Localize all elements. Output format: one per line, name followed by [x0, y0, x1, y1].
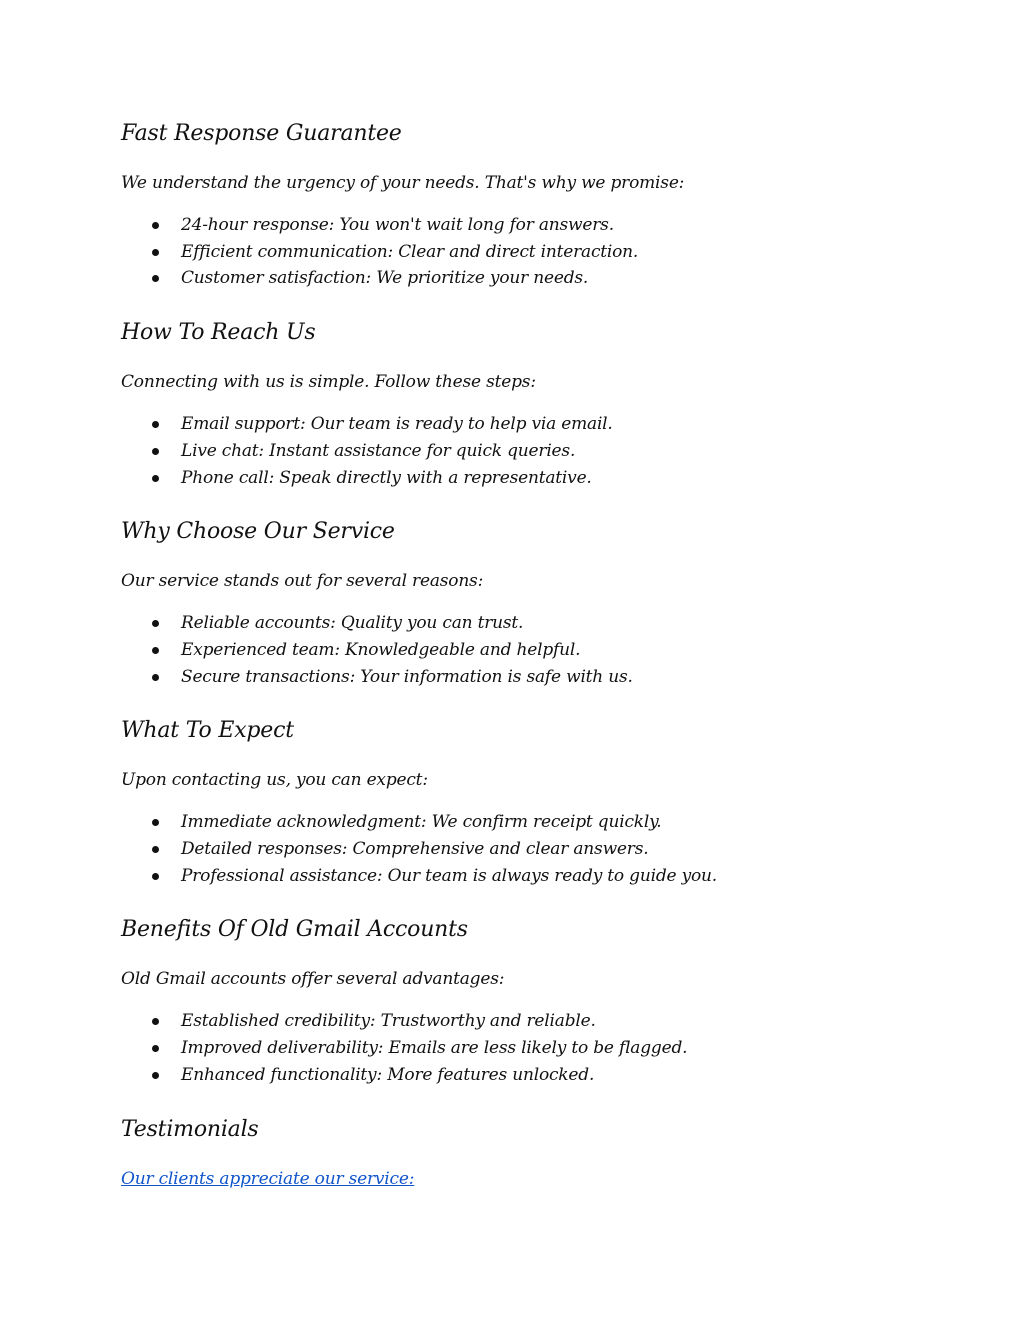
list-item-text: Secure transactions: Your information is safe with us.: [181, 666, 633, 687]
section-why-choose: [121, 515, 921, 690]
bullet-icon: [152, 475, 159, 482]
bullet-icon: [152, 275, 159, 282]
section-intro: We understand the urgency of your needs. That's why we promise:: [121, 173, 685, 193]
list-item-text: Established credibility: Trustworthy and reliable.: [181, 1011, 596, 1032]
list-item: [121, 465, 921, 492]
section-heading: Testimonials: [121, 1116, 259, 1142]
bullet-icon: [152, 448, 159, 455]
list-item-text: Detailed responses: Comprehensive and clear answers.: [181, 839, 649, 860]
list-item-text: Improved deliverability: Emails are less likely to be flagged.: [181, 1038, 688, 1059]
list-item: [121, 1008, 921, 1035]
section-fast-response: [121, 117, 921, 292]
list-item-text: Reliable accounts: Quality you can trust.: [181, 613, 524, 634]
list-item: [121, 610, 921, 637]
bullet-icon: [152, 421, 159, 428]
list-item-text: Experienced team: Knowledgeable and helpful.: [181, 639, 581, 660]
bullet-icon: [152, 846, 159, 853]
section-heading: Why Choose Our Service: [121, 519, 395, 545]
list-item-text: Phone call: Speak directly with a representative.: [181, 467, 592, 488]
bullet-icon: [152, 674, 159, 681]
list-item: [121, 836, 921, 863]
list-item: [121, 438, 921, 465]
bullet-list: [121, 212, 921, 292]
section-benefits: [121, 913, 921, 1088]
list-item: [121, 863, 921, 890]
list-item-text: Live chat: Instant assistance for quick queries.: [181, 440, 576, 461]
section-intro: Old Gmail accounts offer several advantages:: [121, 969, 505, 990]
bullet-icon: [152, 249, 159, 256]
bullet-icon: [152, 222, 159, 229]
section-heading: What To Expect: [121, 718, 294, 744]
list-item-text: Immediate acknowledgment: We confirm receipt quickly.: [181, 812, 662, 833]
list-item: [121, 411, 921, 438]
section-intro: Upon contacting us, you can expect:: [121, 770, 428, 791]
bullet-icon: [152, 819, 159, 826]
section-what-to-expect: [121, 714, 921, 889]
section-intro: Connecting with us is simple. Follow these steps:: [121, 372, 536, 393]
list-item: [121, 664, 921, 691]
list-item: [121, 212, 921, 239]
bullet-list: [121, 411, 921, 491]
section-how-to-reach: [121, 316, 921, 491]
list-item-text: Customer satisfaction: We prioritize your needs.: [181, 268, 589, 289]
bullet-icon: [152, 1018, 159, 1025]
list-item-text: Efficient communication: Clear and direct interaction.: [181, 241, 639, 262]
bullet-icon: [152, 1072, 159, 1079]
section-testimonials: [121, 1113, 921, 1196]
section-heading: Fast Response Guarantee: [121, 121, 402, 146]
bullet-list: [121, 610, 921, 690]
bullet-list: [121, 1008, 921, 1088]
section-intro: Our service stands out for several reasons:: [121, 571, 484, 592]
list-item-text: Email support: Our team is ready to help via email.: [181, 414, 613, 435]
list-item: [121, 809, 921, 836]
list-item-text: Professional assistance: Our team is always ready to guide you.: [181, 865, 717, 886]
bullet-icon: [152, 1045, 159, 1052]
list-item-text: 24-hour response: You won't wait long for answers.: [181, 215, 614, 235]
list-item: [121, 637, 921, 664]
section-heading: Benefits Of Old Gmail Accounts: [121, 917, 468, 943]
list-item: [121, 265, 921, 292]
bullet-icon: [152, 647, 159, 654]
bullet-icon: [152, 620, 159, 627]
document-page: [121, 117, 921, 1196]
list-item-text: Enhanced functionality: More features unlocked.: [181, 1064, 595, 1085]
bullet-list: [121, 809, 921, 889]
section-heading: How To Reach Us: [121, 320, 316, 346]
list-item: [121, 239, 921, 266]
testimonials-link[interactable]: Our clients appreciate our service:: [121, 1168, 415, 1189]
list-item: [121, 1035, 921, 1062]
bullet-icon: [152, 873, 159, 880]
list-item: [121, 1062, 921, 1089]
